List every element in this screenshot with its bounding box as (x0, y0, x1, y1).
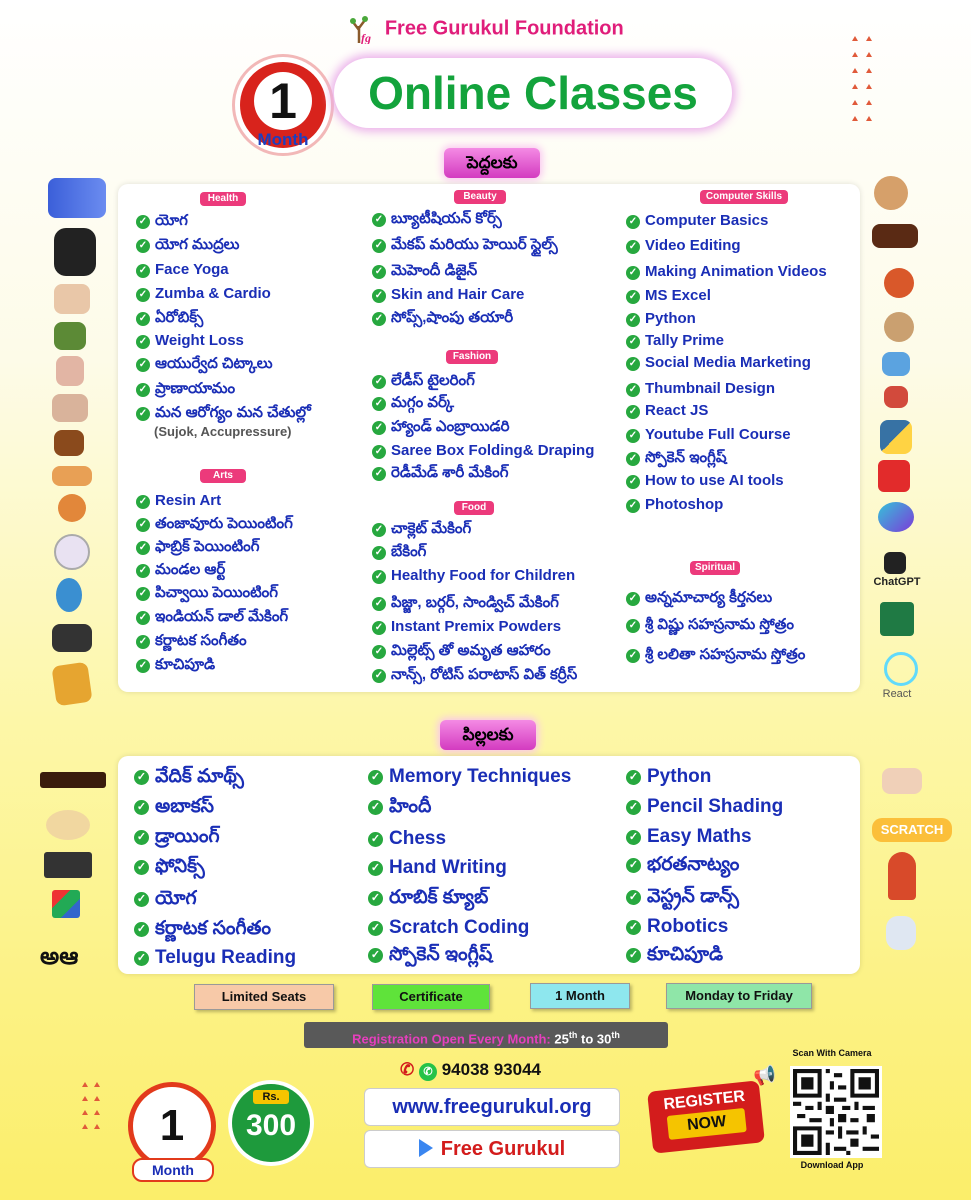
list-item: ✓ రూబిక్ క్యూబ్ (368, 887, 488, 913)
list-item: ✓ Easy Maths (626, 826, 752, 848)
tag-fashion: Fashion (446, 350, 498, 364)
list-item: ✓ ఏరోబిక్స్ (136, 309, 203, 330)
list-item: ✓ మెహెందీ డిజైన్ (372, 262, 477, 283)
website-link[interactable]: www.freegurukul.org (364, 1088, 620, 1126)
list-item: ✓ హిందీ (368, 796, 431, 822)
abacus-icon (40, 772, 106, 788)
telugu-letters-icon: అఆ (40, 942, 79, 970)
list-item: ✓ కర్ణాటక సంగీతం (136, 632, 247, 653)
tree-logo-icon (347, 14, 373, 44)
paint-palette-icon (46, 810, 90, 840)
tag-beauty: Beauty (454, 190, 506, 204)
megaphone-icon: 📢 (752, 1064, 777, 1087)
handwriting-icon (882, 768, 922, 794)
feature-limited-seats: Limited Seats (194, 984, 334, 1010)
list-item: ✓ Python (626, 766, 711, 788)
list-item: ✓ Resin Art (136, 492, 221, 509)
triangle-decor-icon (852, 36, 858, 41)
registration-banner: Registration Open Every Month: 25th to 30th (304, 1022, 668, 1048)
qr-caption-top: Scan With Camera (792, 1048, 872, 1058)
list-item: ✓ మగ్గం వర్క్ (372, 394, 454, 415)
price-currency: Rs. (253, 1090, 289, 1104)
adults-panel (118, 184, 860, 692)
triangle-decor-icon (866, 116, 872, 121)
svg-text:fg: fg (361, 31, 372, 44)
list-item: ✓ వెస్ట్రన్ డాన్స్ (626, 886, 739, 912)
react-label: React (882, 688, 912, 700)
triangle-decor-icon (94, 1096, 100, 1101)
org-name: Free Gurukul Foundation (384, 17, 624, 40)
list-item: ✓ భరతనాట్యం (626, 854, 739, 880)
mehendi-hand-icon (54, 430, 84, 456)
timer-label: Month (132, 1158, 214, 1182)
list-item: ✓ Weight Loss (136, 332, 244, 349)
list-item: ✓ తంజావూరు పెయింటింగ్ (136, 515, 293, 536)
qr-caption-bottom: Download App (800, 1160, 864, 1170)
list-item: ✓ Computer Basics (626, 212, 768, 229)
list-item: ✓ కర్ణాటక సంగీతం (134, 918, 271, 944)
triangle-decor-icon (94, 1124, 100, 1129)
hand-icon (52, 466, 92, 486)
list-item: ✓ Social Media Marketing (626, 354, 811, 371)
kids-panel (118, 756, 860, 974)
price-badge (232, 1084, 310, 1162)
list-item: ✓ కూచిపూడి (136, 656, 215, 677)
list-item: ✓ స్పోకెన్ ఇంగ్లీష్ (626, 449, 727, 470)
list-item: ✓ కూచిపూడి (626, 944, 723, 970)
list-item: ✓ How to use AI tools (626, 472, 784, 489)
excel-logo-icon (880, 602, 914, 636)
price-amount: 300 (245, 1109, 297, 1142)
list-item: ✓ Chess (368, 828, 446, 850)
list-item: ✓ Saree Box Folding& Draping (372, 442, 594, 459)
list-item: ✓ React JS (626, 402, 708, 419)
play-store-link[interactable]: Free Gurukul (364, 1130, 620, 1168)
canva-logo-icon (878, 502, 914, 532)
list-item: ✓ హ్యాండ్ ఎంబ్రాయిడరి (372, 418, 510, 439)
weight-loss-icon (54, 284, 90, 314)
react-logo-icon (884, 652, 918, 686)
triangle-decor-icon (852, 68, 858, 73)
chatgpt-label: ChatGPT (873, 576, 921, 588)
triangle-decor-icon (866, 52, 872, 57)
whatsapp-icon: ✆ (419, 1063, 437, 1081)
triangle-decor-icon (94, 1082, 100, 1087)
triangle-decor-icon (866, 68, 872, 73)
list-item: ✓ Memory Techniques (368, 766, 571, 788)
list-item: ✓ Photoshop (626, 496, 723, 513)
register-now-button[interactable]: 📢 REGISTER NOW (647, 1080, 765, 1153)
list-item: ✓ MS Excel (626, 287, 711, 304)
face-yoga-icon (52, 394, 88, 422)
list-item: ✓ బ్యూటీషియన్ కోర్స్ (372, 210, 502, 231)
triangle-decor-icon (852, 84, 858, 89)
list-item: ✓ ఫాబ్రిక్ పెయింటింగ్ (136, 538, 260, 559)
triangle-decor-icon (852, 52, 858, 57)
list-item: ✓ Thumbnail Design (626, 380, 775, 397)
herbs-icon (54, 322, 86, 350)
list-item: ✓ మండల ఆర్ట్ (136, 561, 225, 582)
list-item: ✓ వేదిక్ మాథ్స్ (134, 766, 244, 792)
list-item: ✓ పిచ్వాయి పెయింటింగ్ (136, 584, 278, 605)
pizza-icon (884, 268, 914, 298)
kids-section-label: పిల్లలకు (440, 720, 536, 750)
computer-icon (882, 352, 910, 376)
millet-roti-icon (884, 312, 914, 342)
zumba-dancer-icon (54, 228, 96, 276)
list-item: ✓ యోగ (134, 888, 197, 914)
feature-monday-to-friday: Monday to Friday (666, 983, 812, 1009)
triangle-decor-icon (82, 1082, 88, 1087)
python-logo-icon (880, 420, 912, 454)
list-item: ✓ శ్రీ విష్ణు సహస్రనామ స్తోత్రం (626, 616, 794, 637)
badge-number: 1 (254, 72, 312, 130)
list-item: ✓ చాక్లెట్ మేకింగ్ (372, 520, 471, 541)
triangle-decor-icon (866, 84, 872, 89)
phone-number[interactable]: ✆ ✆ 94038 93044 (400, 1060, 541, 1079)
triangle-decor-icon (852, 100, 858, 105)
timer-icon: 1 (128, 1082, 216, 1170)
robot-icon (886, 916, 916, 950)
list-item: ✓ Skin and Hair Care (372, 286, 524, 303)
triangle-decor-icon (866, 100, 872, 105)
tag-arts: Arts (200, 469, 246, 483)
scratch-logo-icon: SCRATCH (872, 818, 952, 842)
fabric-painting-icon (51, 662, 92, 707)
chocolate-icon (872, 224, 918, 248)
list-item: ✓ ఇండియన్ డాల్ మేకింగ్ (136, 608, 288, 629)
presentation-icon (884, 386, 908, 408)
list-item: ✓ Scratch Coding (368, 917, 529, 939)
list-item: ✓ అన్నమాచార్య కీర్తనలు (626, 589, 772, 610)
hand-chart-icon (56, 356, 84, 386)
bharatanatyam-dancer-icon (888, 852, 916, 900)
list-item: ✓ Face Yoga (136, 261, 229, 278)
list-item: ✓ Telugu Reading (134, 947, 296, 969)
list-item: ✓ Hand Writing (368, 857, 507, 879)
triangle-decor-icon (852, 116, 858, 121)
list-item: ✓ రెడీమేడ్ శారీ మేకింగ్ (372, 464, 508, 485)
org-header (0, 14, 971, 44)
list-item: ✓ యోగ ముద్రలు (136, 236, 240, 257)
triangle-decor-icon (94, 1110, 100, 1115)
badge-label: Month (257, 130, 309, 149)
cookie-icon (874, 176, 908, 210)
resin-pendant-icon (56, 578, 82, 612)
list-item: ✓ Instant Premix Powders (372, 618, 561, 635)
qr-code-icon[interactable] (790, 1066, 882, 1158)
list-item: ✓ Python (626, 310, 696, 327)
list-item: ✓ అబాకస్ (134, 796, 214, 822)
list-item: ✓ లేడీస్ టైలరింగ్ (372, 372, 475, 393)
list-item: ✓ సోప్స్,షాంపు తయారీ (372, 309, 513, 330)
feature-certificate: Certificate (372, 984, 490, 1010)
triangle-decor-icon (866, 36, 872, 41)
triangle-decor-icon (82, 1110, 88, 1115)
list-item: ✓ మేకప్ మరియు హెయిర్ స్టైల్స్ (372, 236, 558, 257)
mandala-icon (58, 494, 86, 522)
list-item: ✓ బేకింగ్ (372, 543, 426, 564)
tag-computer-skills: Computer Skills (700, 190, 788, 204)
page-title: Online Classes (334, 58, 732, 128)
chess-pieces-icon (44, 852, 92, 878)
sewing-machine-icon (52, 624, 92, 652)
tag-food: Food (454, 501, 494, 515)
list-item: ✓ డ్రాయింగ్ (134, 826, 220, 852)
triangle-decor-icon (82, 1096, 88, 1101)
list-item: ✓ Pencil Shading (626, 796, 783, 818)
tag-spiritual: Spiritual (690, 561, 740, 575)
triangle-decor-icon (82, 1124, 88, 1129)
list-item: ✓ మిల్లెట్స్ తో అమృత ఆహారం (372, 642, 551, 663)
youtube-logo-icon (878, 460, 910, 492)
list-item: ✓ Video Editing (626, 237, 741, 254)
list-item: ✓ Youtube Full Course (626, 426, 791, 443)
embroidery-hoop-icon (54, 534, 90, 570)
list-item: ✓ Making Animation Videos (626, 263, 827, 280)
adults-section-label: పెద్దలకు (444, 148, 540, 178)
health-note: (Sujok, Accupressure) (154, 424, 292, 439)
list-item: ✓ మన ఆరోగ్యం మన చేతుల్లో (136, 404, 311, 425)
list-item: ✓ ఫోనిక్స్ (134, 856, 205, 882)
list-item: ✓ Zumba & Cardio (136, 285, 271, 302)
list-item: ✓ యోగ (136, 212, 188, 233)
play-store-icon (419, 1139, 433, 1157)
list-item: ✓ Robotics (626, 916, 728, 938)
list-item: ✓ Tally Prime (626, 332, 724, 349)
list-item: ✓ శ్రీ లలితా సహస్రనామ స్తోత్రం (626, 646, 805, 667)
feature-1-month: 1 Month (530, 983, 630, 1009)
list-item: ✓ నాన్స్, రోటిస్ పరాటాస్ విత్ కర్రీస్ (372, 666, 577, 687)
chatgpt-logo-icon (884, 552, 906, 574)
list-item: ✓ ఆయుర్వేద చిట్కాలు (136, 355, 273, 376)
list-item: ✓ Healthy Food for Children (372, 567, 575, 584)
phone-icon: ✆ (400, 1060, 415, 1079)
list-item: ✓ పిజ్జా, బర్గర్, సాండ్విచ్ మేకింగ్ (372, 594, 559, 615)
rubiks-cube-icon (52, 890, 80, 918)
yoga-pose-icon (48, 178, 106, 218)
list-item: ✓ ప్రాణాయామం (136, 380, 235, 401)
tag-health: Health (200, 192, 246, 206)
list-item: ✓ స్పోకెన్ ఇంగ్లీష్ (368, 944, 492, 970)
